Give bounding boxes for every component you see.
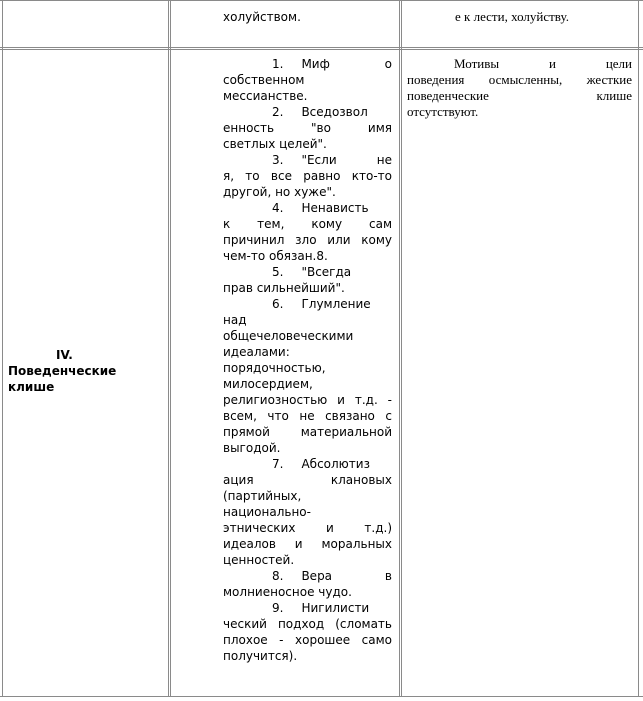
list-item-number: 3.: [272, 153, 284, 167]
top-row-col2-text: холуйством.: [223, 10, 301, 24]
list-item-number: 2.: [272, 105, 284, 119]
list-item-first-line: 2. Вседозвол: [272, 105, 368, 119]
list-item-first-line: 1. Миф о: [272, 57, 392, 71]
list-item-number: 4.: [272, 201, 284, 215]
behavior-list: [223, 56, 392, 664]
rule-right: [638, 0, 639, 697]
list-item-line: ация клановых: [223, 473, 392, 487]
list-item-line: прямой материальной: [223, 425, 392, 439]
list-item-line: над: [223, 313, 247, 327]
list-item-line: мессианстве.: [223, 89, 308, 103]
list-item-line: ческий подход (сломать: [223, 617, 392, 631]
list-item-line: общечеловеческими: [223, 329, 354, 343]
list-item-line: другой, но хуже".: [223, 185, 336, 199]
rule-left: [2, 0, 3, 697]
list-item: [223, 296, 392, 456]
list-item-first-line: 3. "Если не: [272, 153, 392, 167]
list-item-first-line: 9. Нигилисти: [272, 601, 370, 615]
list-item-line: национально-: [223, 505, 311, 519]
row-heading-label: Поведенческие клише: [8, 364, 117, 394]
col3-line: Мотивы и цели: [454, 56, 632, 71]
list-item-line: чем-то обязан.8.: [223, 249, 328, 263]
list-item-line: к тем, кому сам: [223, 217, 392, 231]
top-row-col3-text: е к лести, холуйству.: [455, 9, 569, 24]
list-item-line: милосердием,: [223, 377, 313, 391]
list-item-line: причинил зло или кому: [223, 233, 392, 247]
row-heading: [8, 347, 158, 395]
list-item: [223, 264, 392, 296]
list-item-first-line: 8. Вера в: [272, 569, 392, 583]
col3-paragraph: [407, 56, 632, 120]
list-item-line: молниеносное чудо.: [223, 585, 352, 599]
list-item-line: идеалами:: [223, 345, 290, 359]
list-item-line: (партийных,: [223, 489, 302, 503]
rule-top: [0, 0, 643, 1]
rule-row-separator: [0, 47, 643, 48]
list-item: [223, 152, 392, 200]
list-item-line: идеалов и моральных: [223, 537, 392, 551]
list-item-first-line: 7. Абсолютиз: [272, 457, 370, 471]
col3-line: отсутствуют.: [407, 104, 479, 119]
list-item: [223, 104, 392, 152]
rule-col2-right: [399, 0, 400, 697]
rule-col1-right: [168, 0, 169, 697]
col3-line: поведенческие клише: [407, 88, 632, 103]
list-item: [223, 200, 392, 264]
rule-row-separator-2: [0, 49, 643, 50]
list-item: [223, 56, 392, 104]
list-item-line: прав сильнейший".: [223, 281, 345, 295]
list-item: [223, 456, 392, 568]
list-item-line: собственном: [223, 73, 305, 87]
list-item-line: енность "во имя: [223, 121, 392, 135]
list-item: [223, 600, 392, 664]
list-item-line: всем, что не связано с: [223, 409, 392, 423]
list-item-line: получится).: [223, 649, 298, 663]
list-item-number: 9.: [272, 601, 284, 615]
list-item-line: светлых целей".: [223, 137, 327, 151]
list-item: [223, 568, 392, 600]
list-item-number: 1.: [272, 57, 284, 71]
list-item-first-line: 4. Ненависть: [272, 201, 369, 215]
row-heading-roman: IV.: [56, 348, 73, 362]
list-item-number: 5.: [272, 265, 284, 279]
list-item-number: 7.: [272, 457, 284, 471]
col3-line: поведения осмысленны, жесткие: [407, 72, 632, 87]
rule-col1-right-2: [170, 0, 171, 697]
list-item-number: 6.: [272, 297, 284, 311]
list-item-line: порядочностью,: [223, 361, 326, 375]
list-item-first-line: 5. "Всегда: [272, 265, 352, 279]
list-item-line: плохое - хорошее само: [223, 633, 392, 647]
list-item-line: религиозностью и т.д. -: [223, 393, 392, 407]
list-item-number: 8.: [272, 569, 284, 583]
list-item-line: этнических и т.д.): [223, 521, 392, 535]
list-item-first-line: 6. Глумление: [272, 297, 371, 311]
rule-bottom: [0, 696, 643, 697]
list-item-line: выгодой.: [223, 441, 281, 455]
rule-col2-right-2: [401, 0, 402, 697]
list-item-line: я, то все равно кто-то: [223, 169, 392, 183]
list-item-line: ценностей.: [223, 553, 295, 567]
